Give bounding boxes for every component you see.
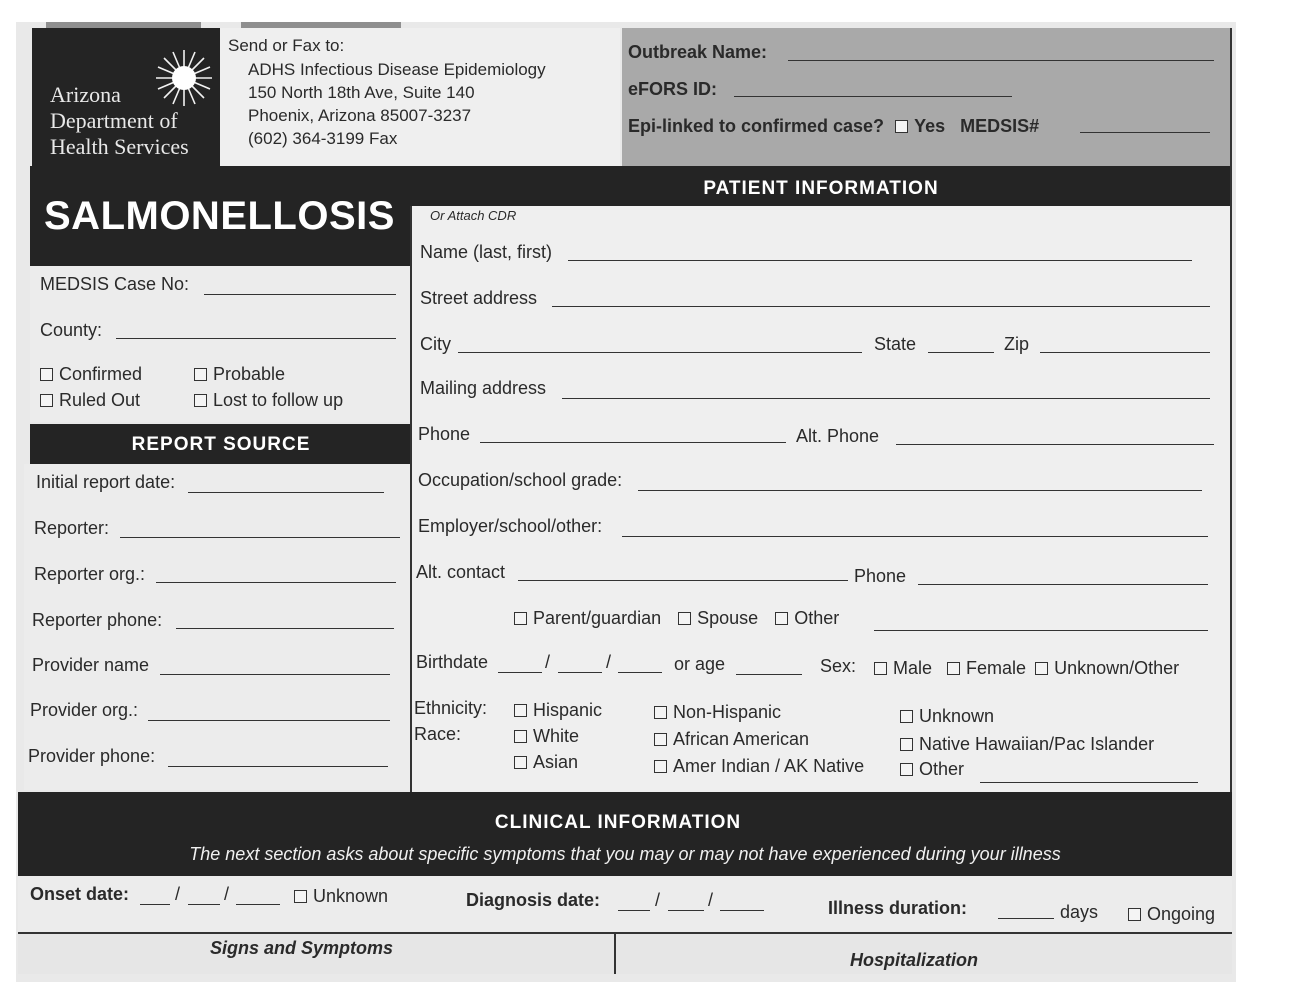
hispanic-label: Hispanic [533,700,603,720]
street-address-field[interactable] [552,306,1210,307]
patient-phone-label: Phone [418,424,471,444]
relation-other-field[interactable] [874,630,1208,631]
race-label: Race: [414,724,462,744]
ethnicity-label: Ethnicity: [414,698,488,718]
non-hispanic-option [654,702,781,723]
date-separator: / [175,884,181,904]
alt-contact-label: Alt. contact [416,562,506,582]
ongoing-option [1128,904,1215,925]
patient-info-box [412,206,1230,792]
outbreak-box [622,28,1230,166]
date-separator: / [708,890,714,910]
signs-symptoms-header: Signs and Symptoms [210,938,394,958]
address-line: ADHS Infectious Disease Epidemiology [248,60,546,79]
sex-label: Sex: [820,656,857,676]
reporter-field[interactable] [120,537,400,538]
right-border [1230,28,1232,894]
probable-checkbox[interactable] [194,368,207,381]
onset-unknown-label: Unknown [313,886,389,906]
spouse-checkbox[interactable] [678,612,691,625]
reporter-label: Reporter: [34,518,110,538]
alt-phone-field[interactable] [896,444,1214,445]
female-label: Female [966,658,1027,678]
patient-name-field[interactable] [568,260,1192,261]
reporter-phone-field[interactable] [176,628,394,629]
asian-checkbox[interactable] [514,756,527,769]
african-american-label: African American [673,729,810,749]
age-label: or age [674,654,726,674]
alt-contact-phone-label: Phone [854,566,907,586]
alt-phone-label: Alt. Phone [796,426,880,446]
age-field[interactable] [736,674,802,675]
case-info-box [30,266,412,422]
provider-org-label: Provider org.: [30,700,139,720]
onset-date-label: Onset date: [30,884,130,904]
status-lost-follow-up [194,390,343,411]
white-label: White [533,726,580,746]
status-confirmed [40,364,142,385]
ethnicity-unknown-option [900,706,994,727]
form-title-box [30,190,412,266]
medsis-number-field[interactable] [1080,132,1210,133]
white-checkbox[interactable] [514,730,527,743]
race-other-label: Other [919,759,965,779]
report-source-title: REPORT SOURCE [131,434,311,455]
race-other-field[interactable] [980,782,1198,783]
clinical-info-subtitle: The next section asks about specific symptoms that you may or may not have experienced during your illness [189,844,1061,864]
probable-label: Probable [213,364,286,384]
agency-name-line: Arizona [50,82,121,107]
birth-year-field[interactable] [618,672,662,673]
native-hawaiian-option [900,734,1154,755]
state-label: State [874,334,917,354]
diagnosis-day-field[interactable] [668,910,704,911]
initial-report-date-field[interactable] [188,492,384,493]
ethnicity-unknown-checkbox[interactable] [900,710,913,723]
date-separator: / [606,652,612,672]
hispanic-checkbox[interactable] [514,704,527,717]
mailing-address-label: Mailing address [420,378,547,398]
race-other-option [900,759,964,780]
patient-info-title: PATIENT INFORMATION [703,178,939,199]
outbreak-name-label: Outbreak Name: [628,42,768,62]
onset-unknown-checkbox[interactable] [294,890,307,903]
alt-contact-field[interactable] [518,580,848,581]
birth-day-field[interactable] [558,672,602,673]
county-field[interactable] [116,338,396,339]
asian-option [514,752,578,773]
zip-field[interactable] [1040,352,1210,353]
date-separator: / [224,884,230,904]
onset-unknown-option [294,886,388,907]
county-label: County: [40,320,103,340]
onset-day-field[interactable] [188,904,220,905]
illness-duration-label: Illness duration: [828,898,968,918]
subheader-divider [614,934,616,974]
epi-linked-label [628,116,1039,137]
onset-month-field[interactable] [140,904,170,905]
date-separator: / [545,652,551,672]
spouse-label: Spouse [697,608,759,628]
lost-follow-up-label: Lost to follow up [213,390,344,410]
provider-name-label: Provider name [32,655,150,675]
epi-linked-question: Epi-linked to confirmed case? [628,116,885,136]
parent-guardian-checkbox[interactable] [514,612,527,625]
relation-options [514,608,839,629]
provider-phone-field[interactable] [168,766,388,767]
male-label: Male [893,658,933,678]
ongoing-label: Ongoing [1147,904,1216,924]
efors-id-field[interactable] [734,96,1012,97]
form-title: SALMONELLOSIS [44,194,395,238]
patient-name-label: Name (last, first) [420,242,553,262]
epi-linked-yes-checkbox[interactable] [895,120,908,133]
initial-report-date-label: Initial report date: [36,472,176,492]
female-checkbox[interactable] [947,662,960,675]
asian-label: Asian [533,752,579,772]
clinical-info-header [18,792,1232,876]
ethnicity-unknown-label: Unknown [919,706,995,726]
reporter-phone-label: Reporter phone: [32,610,163,630]
clinical-dates-row [18,876,1232,936]
sex-unknown-label: Unknown/Other [1054,658,1180,678]
patient-phone-field[interactable] [480,442,786,443]
agency-logo [32,28,220,166]
relation-other-label: Other [794,608,840,628]
send-fax-box [220,28,620,166]
onset-year-field[interactable] [236,904,280,905]
provider-org-field[interactable] [148,720,390,721]
amer-indian-option [654,756,864,777]
ruled-out-label: Ruled Out [59,390,141,410]
birthdate-label: Birthdate [416,652,489,672]
agency-name-line: Health Services [50,134,189,159]
white-option [514,726,579,747]
occupation-field[interactable] [638,490,1202,491]
diagnosis-year-field[interactable] [720,910,764,911]
race-other-checkbox[interactable] [900,763,913,776]
parent-guardian-label: Parent/guardian [533,608,662,628]
agency-name [50,82,189,160]
zip-label: Zip [1004,334,1030,354]
city-label: City [420,334,451,354]
status-ruled-out [40,390,140,411]
illness-duration-field[interactable] [998,918,1054,919]
medsis-number-label: MEDSIS# [960,116,1040,136]
report-source-box [24,464,410,790]
efors-id-label: eFORS ID: [628,79,718,99]
clinical-subheaders [18,934,1232,974]
state-field[interactable] [928,352,994,353]
send-fax-label: Send or Fax to: [228,36,345,55]
birth-month-field[interactable] [498,672,542,673]
provider-phone-label: Provider phone: [28,746,156,766]
sex-options [874,658,1179,679]
confirmed-label: Confirmed [59,364,143,384]
outbreak-name-field[interactable] [788,60,1214,61]
employer-label: Employer/school/other: [418,516,603,536]
amer-indian-checkbox[interactable] [654,760,667,773]
employer-field[interactable] [622,536,1208,537]
native-hawaiian-label: Native Hawaiian/Pac Islander [919,734,1155,754]
reporter-org-field[interactable] [156,582,396,583]
sex-unknown-checkbox[interactable] [1035,662,1048,675]
status-probable [194,364,285,385]
date-separator: / [655,890,661,910]
diagnosis-month-field[interactable] [618,910,650,911]
relation-other-checkbox[interactable] [775,612,788,625]
days-label: days [1060,902,1099,922]
fax-number: (602) 364-3199 Fax [248,129,398,148]
epi-linked-yes-label: Yes [914,116,946,136]
attach-cdr-note: Or Attach CDR [430,208,517,223]
african-american-option [654,729,809,750]
ruled-out-checkbox[interactable] [40,394,53,407]
hispanic-option [514,700,602,721]
confirmed-checkbox[interactable] [40,368,53,381]
provider-name-field[interactable] [160,674,390,675]
address-line: Phoenix, Arizona 85007-3237 [248,106,472,125]
street-address-label: Street address [420,288,538,308]
lost-follow-up-checkbox[interactable] [194,394,207,407]
agency-name-line: Department of [50,108,178,133]
medsis-case-label: MEDSIS Case No: [40,274,190,294]
ongoing-checkbox[interactable] [1128,908,1141,921]
occupation-label: Occupation/school grade: [418,470,623,490]
reporter-org-label: Reporter org.: [34,564,146,584]
medsis-case-field[interactable] [204,294,396,295]
city-field[interactable] [458,352,862,353]
african-american-checkbox[interactable] [654,733,667,746]
column-divider [410,206,412,792]
amer-indian-label: Amer Indian / AK Native [673,756,865,776]
alt-contact-phone-field[interactable] [918,584,1208,585]
report-source-header [30,424,412,464]
diagnosis-date-label: Diagnosis date: [466,890,601,910]
mailing-address-field[interactable] [562,398,1210,399]
non-hispanic-label: Non-Hispanic [673,702,782,722]
native-hawaiian-checkbox[interactable] [900,738,913,751]
clinical-info-title: CLINICAL INFORMATION [494,812,742,833]
address-line: 150 North 18th Ave, Suite 140 [248,83,475,102]
male-checkbox[interactable] [874,662,887,675]
non-hispanic-checkbox[interactable] [654,706,667,719]
hospitalization-header: Hospitalization [850,950,979,970]
